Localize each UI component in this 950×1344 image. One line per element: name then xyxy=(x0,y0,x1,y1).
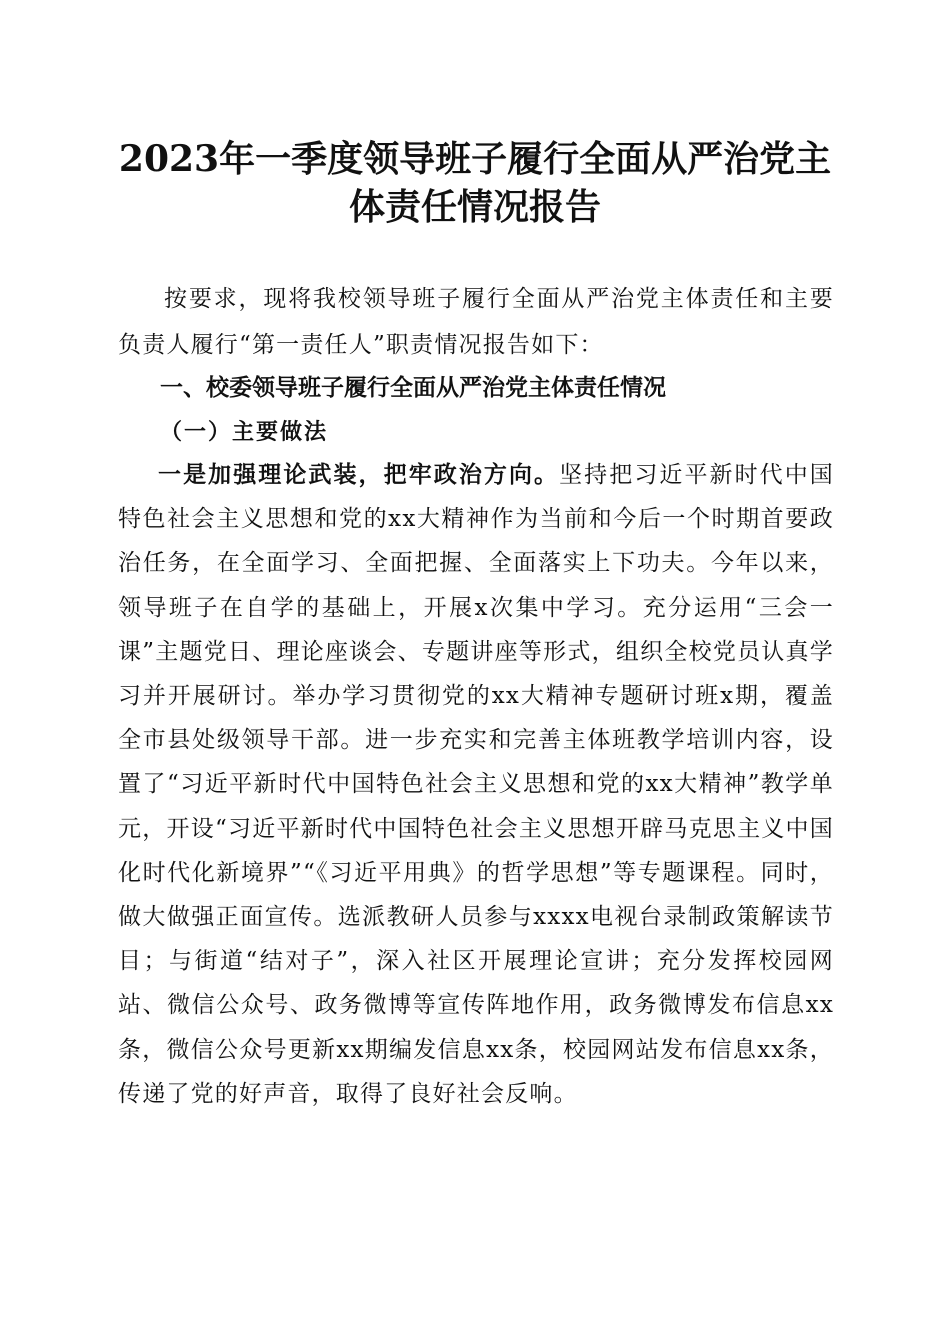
paragraph-1-lead: 一是加强理论武装，把牢政治方向。 xyxy=(158,462,560,488)
subsection-1-heading: （一）主要做法 xyxy=(160,420,329,445)
document-title-line-2: 体责任情况报告 xyxy=(348,186,601,228)
document-title-line-1: 2023年一季度领导班子履行全面从严治党主 xyxy=(118,138,832,180)
paragraph-1 xyxy=(118,453,834,1116)
intro-paragraph: 按要求，现将我校领导班子履行全面从严治党主体责任和主要负责人履行“第一责任人”职责情况报告如下： xyxy=(118,286,834,358)
paragraph-1-body: 坚持把习近平新时代中国特色社会主义思想和党的xx大精神作为当前和今后一个时期首要政治任务，在全面学习、全面把握、全面落实上下功夫。今年以来，领导班子在自学的基础上，开展x次集中学习。充分运用“三会一课”主题党日、理论座谈会、专题讲座等形式，组织全校党员认真学习并开展研讨。举办学习贯彻党的xx大精神专题研讨班x期，覆盖全市县处级领导干部。进一步充实和完善主体班教学培训内容，设置了“习近平新时代中国特色社会主义思想和党的xx大精神”教学单元，开设“习近平新时代中国特色社会主义思想开辟马克思主义中国化时代化新境界”“《习近平用典》的哲学思想”等专题课程。同时，做大做强正面宣传。选派教研人员参与xxxx电视台录制政策解读节目；与街道“结对子”，深入社区开展理论宣讲；充分发挥校园网站、微信公众号、政务微博等宣传阵地作用，政务微博发布信息xx条，微信公众号更新xx期编发信息xx条，校园网站发布信息xx条，传递了党的好声音，取得了良好社会反响。 xyxy=(118,462,834,1107)
section-1-heading: 一、校委领导班子履行全面从严治党主体责任情况 xyxy=(160,375,666,401)
